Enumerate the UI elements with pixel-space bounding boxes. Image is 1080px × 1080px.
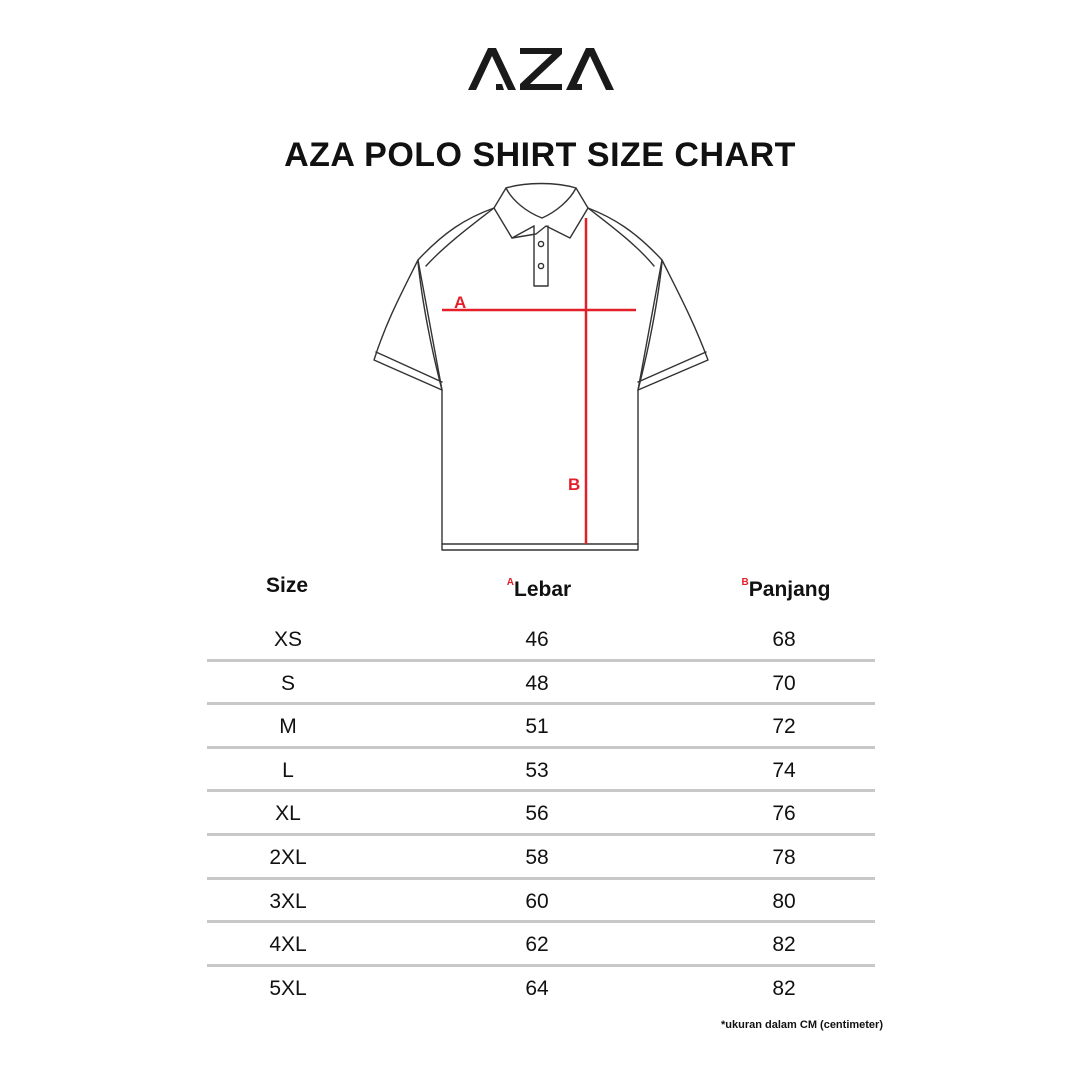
- cell-size: 5XL: [269, 976, 307, 1000]
- table-row: [207, 923, 875, 967]
- cell-lebar: 48: [525, 671, 549, 695]
- cell-panjang: 82: [772, 976, 796, 1000]
- label-b: B: [568, 475, 581, 494]
- cell-lebar: 51: [525, 715, 549, 739]
- cell-lebar: 46: [525, 628, 549, 651]
- cell-size: M: [279, 715, 297, 739]
- cell-panjang: 78: [772, 845, 796, 869]
- table-row: [207, 967, 875, 1011]
- table-row: [207, 618, 875, 662]
- cell-panjang: 72: [772, 715, 796, 739]
- cell-lebar: 64: [525, 976, 549, 1000]
- cell-panjang: 82: [772, 933, 796, 957]
- cell-lebar: 53: [525, 758, 549, 782]
- cell-size: 2XL: [269, 845, 307, 869]
- header-panjang: $^B$Panjang: [741, 577, 831, 601]
- size-table-header: [0, 568, 1080, 604]
- header-panjang-marker: B: [741, 577, 749, 588]
- cell-size: XS: [273, 628, 302, 651]
- cell-size: 3XL: [269, 889, 307, 913]
- header-lebar-marker: A: [506, 577, 515, 588]
- header-size: Size: [265, 574, 309, 597]
- label-a: A: [454, 293, 467, 312]
- cell-panjang: 70: [772, 671, 796, 695]
- cell-panjang: 68: [772, 628, 796, 651]
- cell-panjang: 80: [772, 889, 796, 913]
- cell-size: S: [280, 671, 295, 695]
- header-lebar: $^A$Lebar: [506, 577, 572, 601]
- table-row: [207, 705, 875, 749]
- table-row: [207, 880, 875, 924]
- cell-lebar: 62: [525, 933, 549, 957]
- table-row: [207, 836, 875, 880]
- cell-panjang: 74: [772, 758, 796, 782]
- cell-panjang: 76: [772, 802, 796, 826]
- table-row: [207, 749, 875, 793]
- cell-size: L: [282, 758, 294, 782]
- page-title: AZA POLO SHIRT SIZE CHART: [284, 136, 796, 174]
- table-row: [207, 662, 875, 706]
- unit-footnote: *ukuran dalam CM (centimeter): [721, 1019, 883, 1031]
- size-table-body: [207, 618, 875, 1010]
- cell-lebar: 58: [525, 845, 549, 869]
- cell-size: 4XL: [269, 933, 307, 957]
- cell-lebar: 56: [525, 802, 549, 826]
- table-row: [207, 792, 875, 836]
- polo-shirt-diagram: [366, 182, 716, 554]
- cell-lebar: 60: [525, 889, 549, 913]
- cell-size: XL: [275, 802, 301, 826]
- aza-logo: [466, 44, 616, 92]
